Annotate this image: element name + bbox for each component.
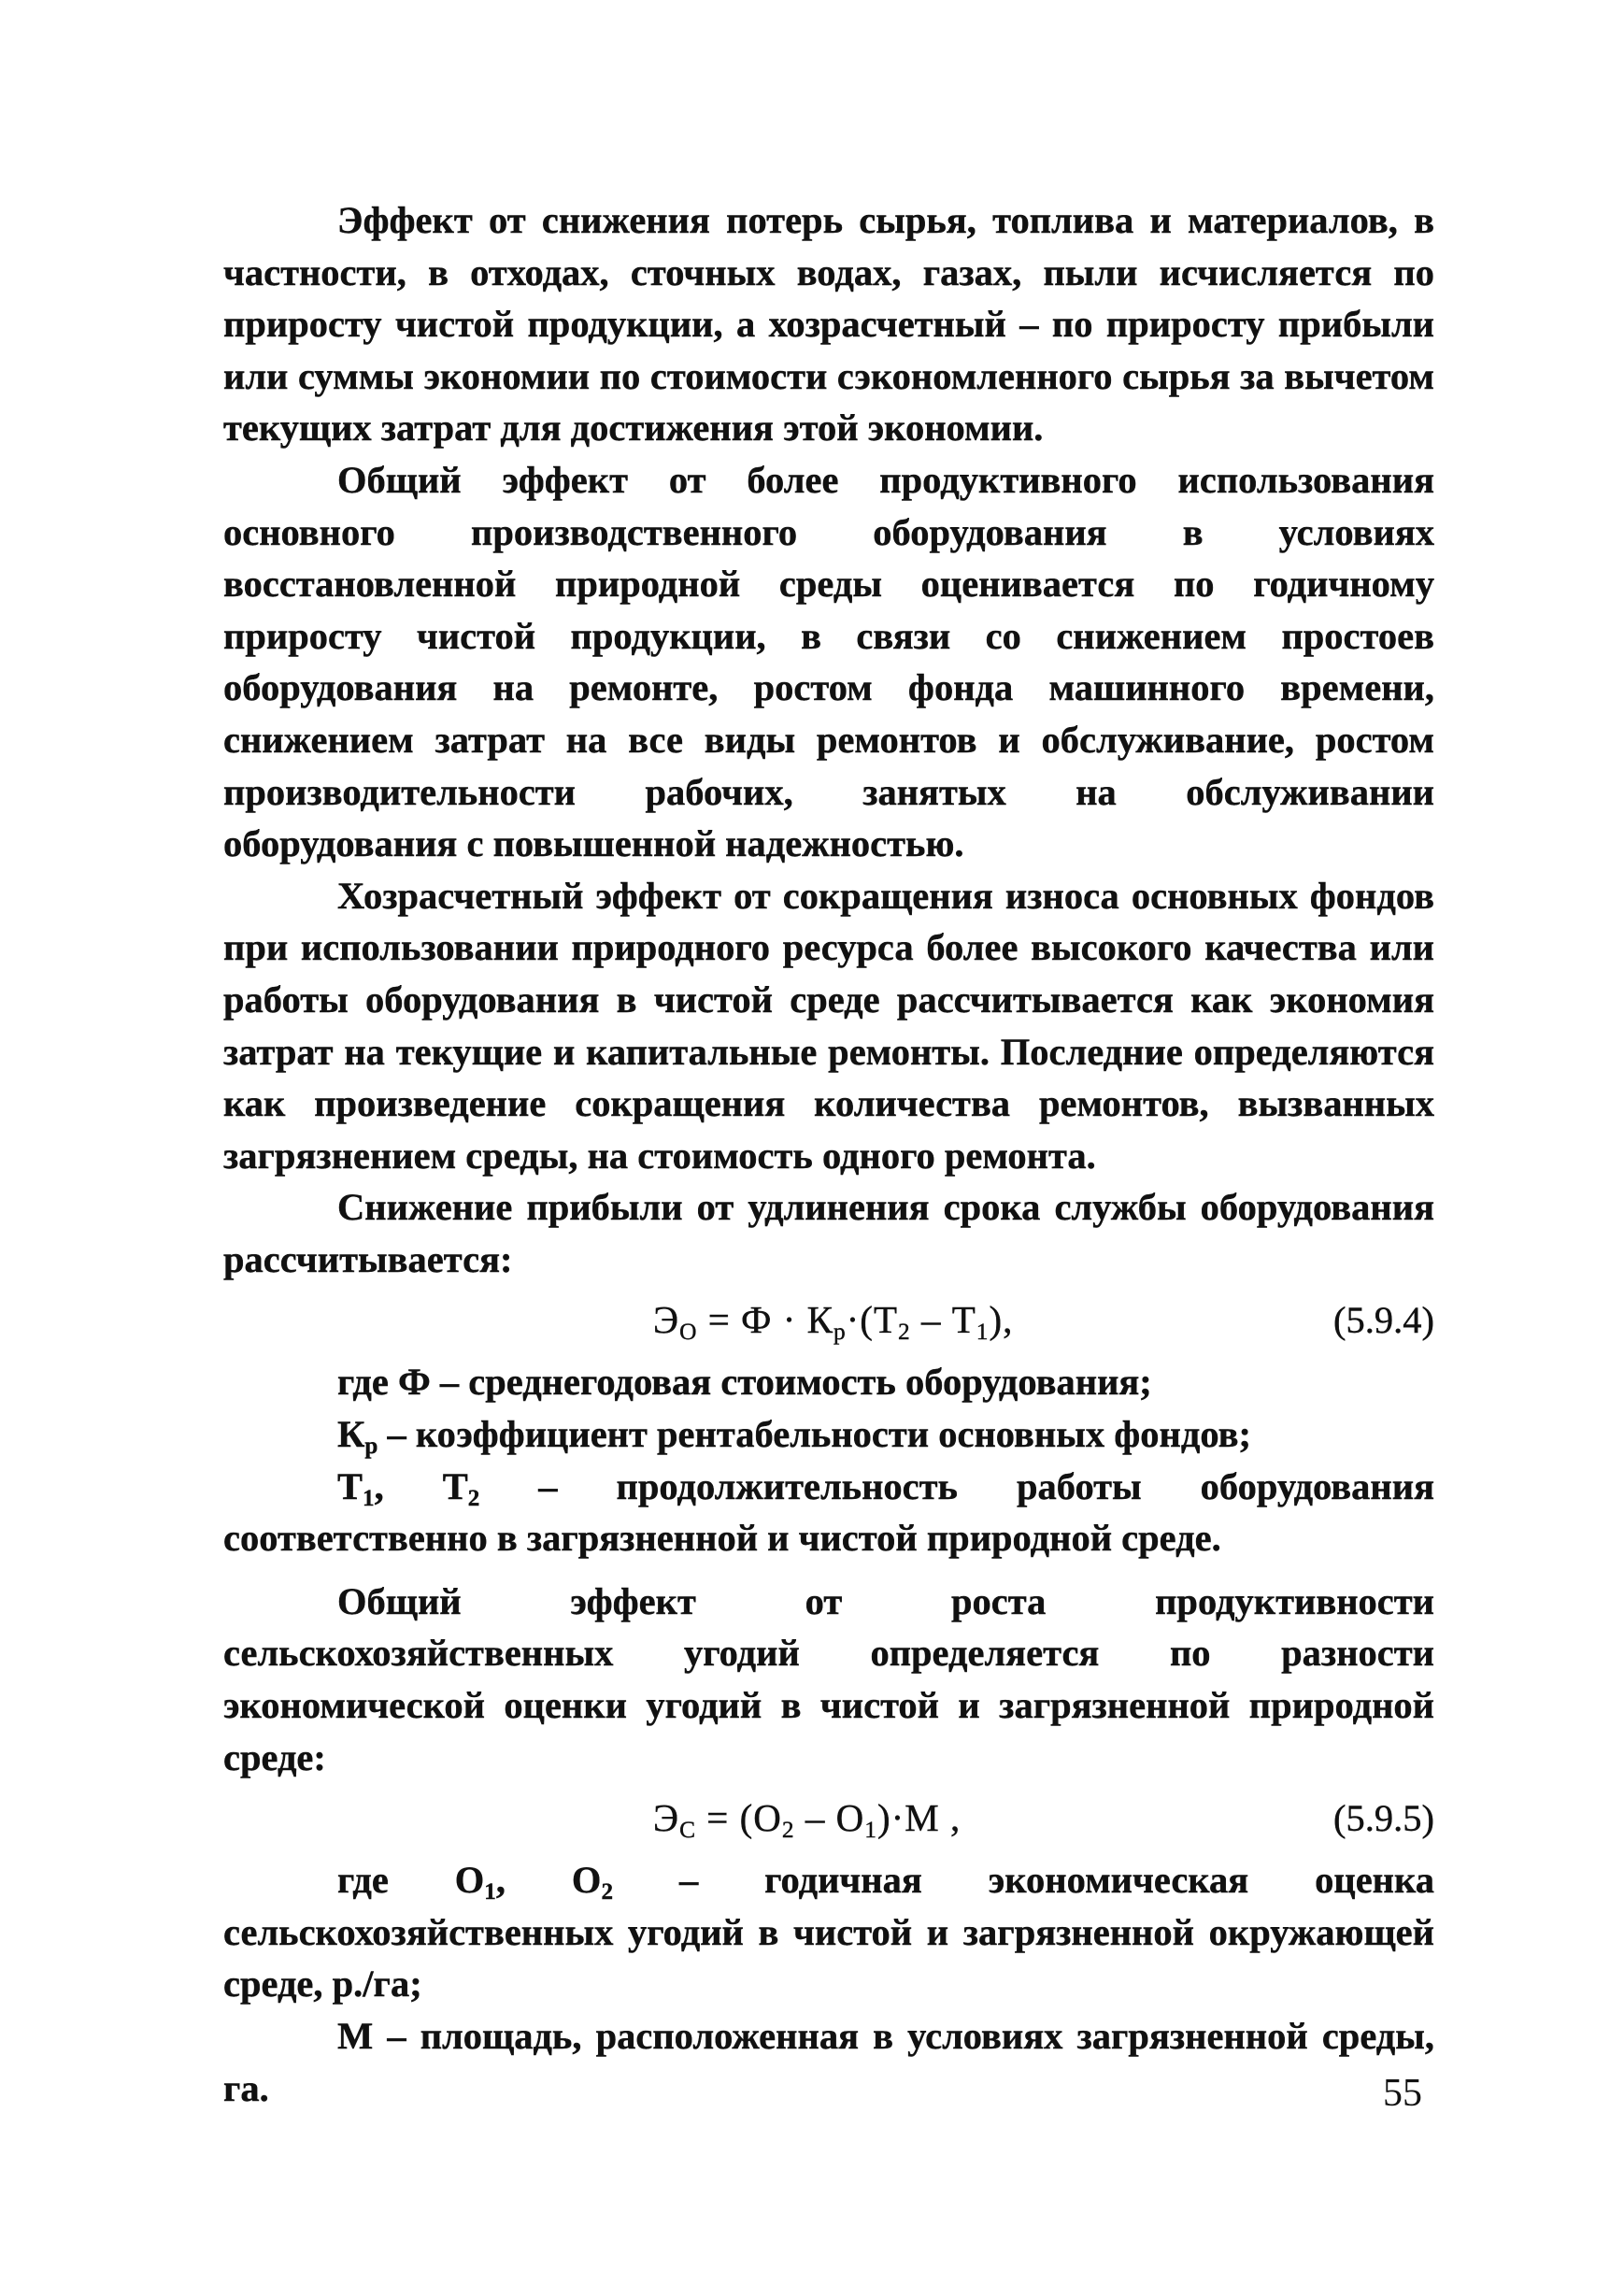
definition-line: $Т_1$, $Т_2$ – продолжительность работы оборудования соответственно в загрязненной и чистой природной среде.	[223, 1464, 1435, 1560]
definition-line: М – площадь, расположенная в условиях загрязненной среды, га.	[223, 2015, 1434, 2109]
paragraph-2: Общий эффект от более продуктивного использования основного производственного оборудования в условиях восстановленной природной среды оценивается по годичному приросту чистой продукции, в связи со снижением простоев оборудования на ремонте, ростом фонда машинного времени, снижением затрат на все виды ремонтов и обслуживание, ростом производительности рабочих, занятых на обслуживании оборудования с повышенной надежностью.	[223, 458, 1434, 865]
paragraph-3: Хозрасчетный эффект от сокращения износа основных фондов при использовании природного ресурса более высокого качества или работы оборудования в чистой среде рассчитывается как экономия затрат на текущие и капитальные ремонты. Последние определяются как произведение сокращения количества ремонтов, вызванных загрязнением среды, на стоимость одного ремонта.	[223, 874, 1434, 1177]
formula-number: (5.9.5)	[1333, 1797, 1434, 1840]
formula-expression: $Э_О = Ф \cdot К_р\cdot(Т_2 - Т_1)$,	[653, 1298, 1014, 1346]
page-number: 55	[1383, 2072, 1422, 2115]
formula-5-9-5	[223, 1792, 1434, 1845]
formula-number: (5.9.4)	[1333, 1299, 1434, 1342]
formula-5-9-4	[223, 1294, 1434, 1347]
page-body	[223, 194, 1434, 2114]
formula-expression: $Э_С = (О_2 - О_1)\cdot М$ ,	[653, 1796, 962, 1844]
paragraph-4: Снижение прибыли от удлинения срока службы оборудования рассчитывается:	[223, 1186, 1434, 1280]
definition-line: где $О_1$, $О_2$ – годичная экономическая оценка сельскохозяйственных угодий в чистой и загрязненной окружающей среде, р./га;	[223, 1859, 1434, 2006]
paragraph-1: Эффект от снижения потерь сырья, топлива и материалов, в частности, в отходах, сточных водах, газах, пыли исчисляется по приросту чистой продукции, а хозрасчетный – по приросту прибыли или суммы экономии по стоимости сэкономленного сырья за вычетом текущих затрат для достижения этой экономии.	[223, 199, 1434, 450]
paragraph-5: Общий эффект от роста продуктивности сельскохозяйственных угодий определяется по разности экономической оценки угодий в чистой и загрязненной природной среде:	[223, 1579, 1434, 1778]
definition-line: $К_р$ – коэффициент рентабельности основных фондов;	[337, 1413, 1251, 1460]
definition-line: где Ф – среднегодовая стоимость оборудования;	[337, 1361, 1152, 1404]
